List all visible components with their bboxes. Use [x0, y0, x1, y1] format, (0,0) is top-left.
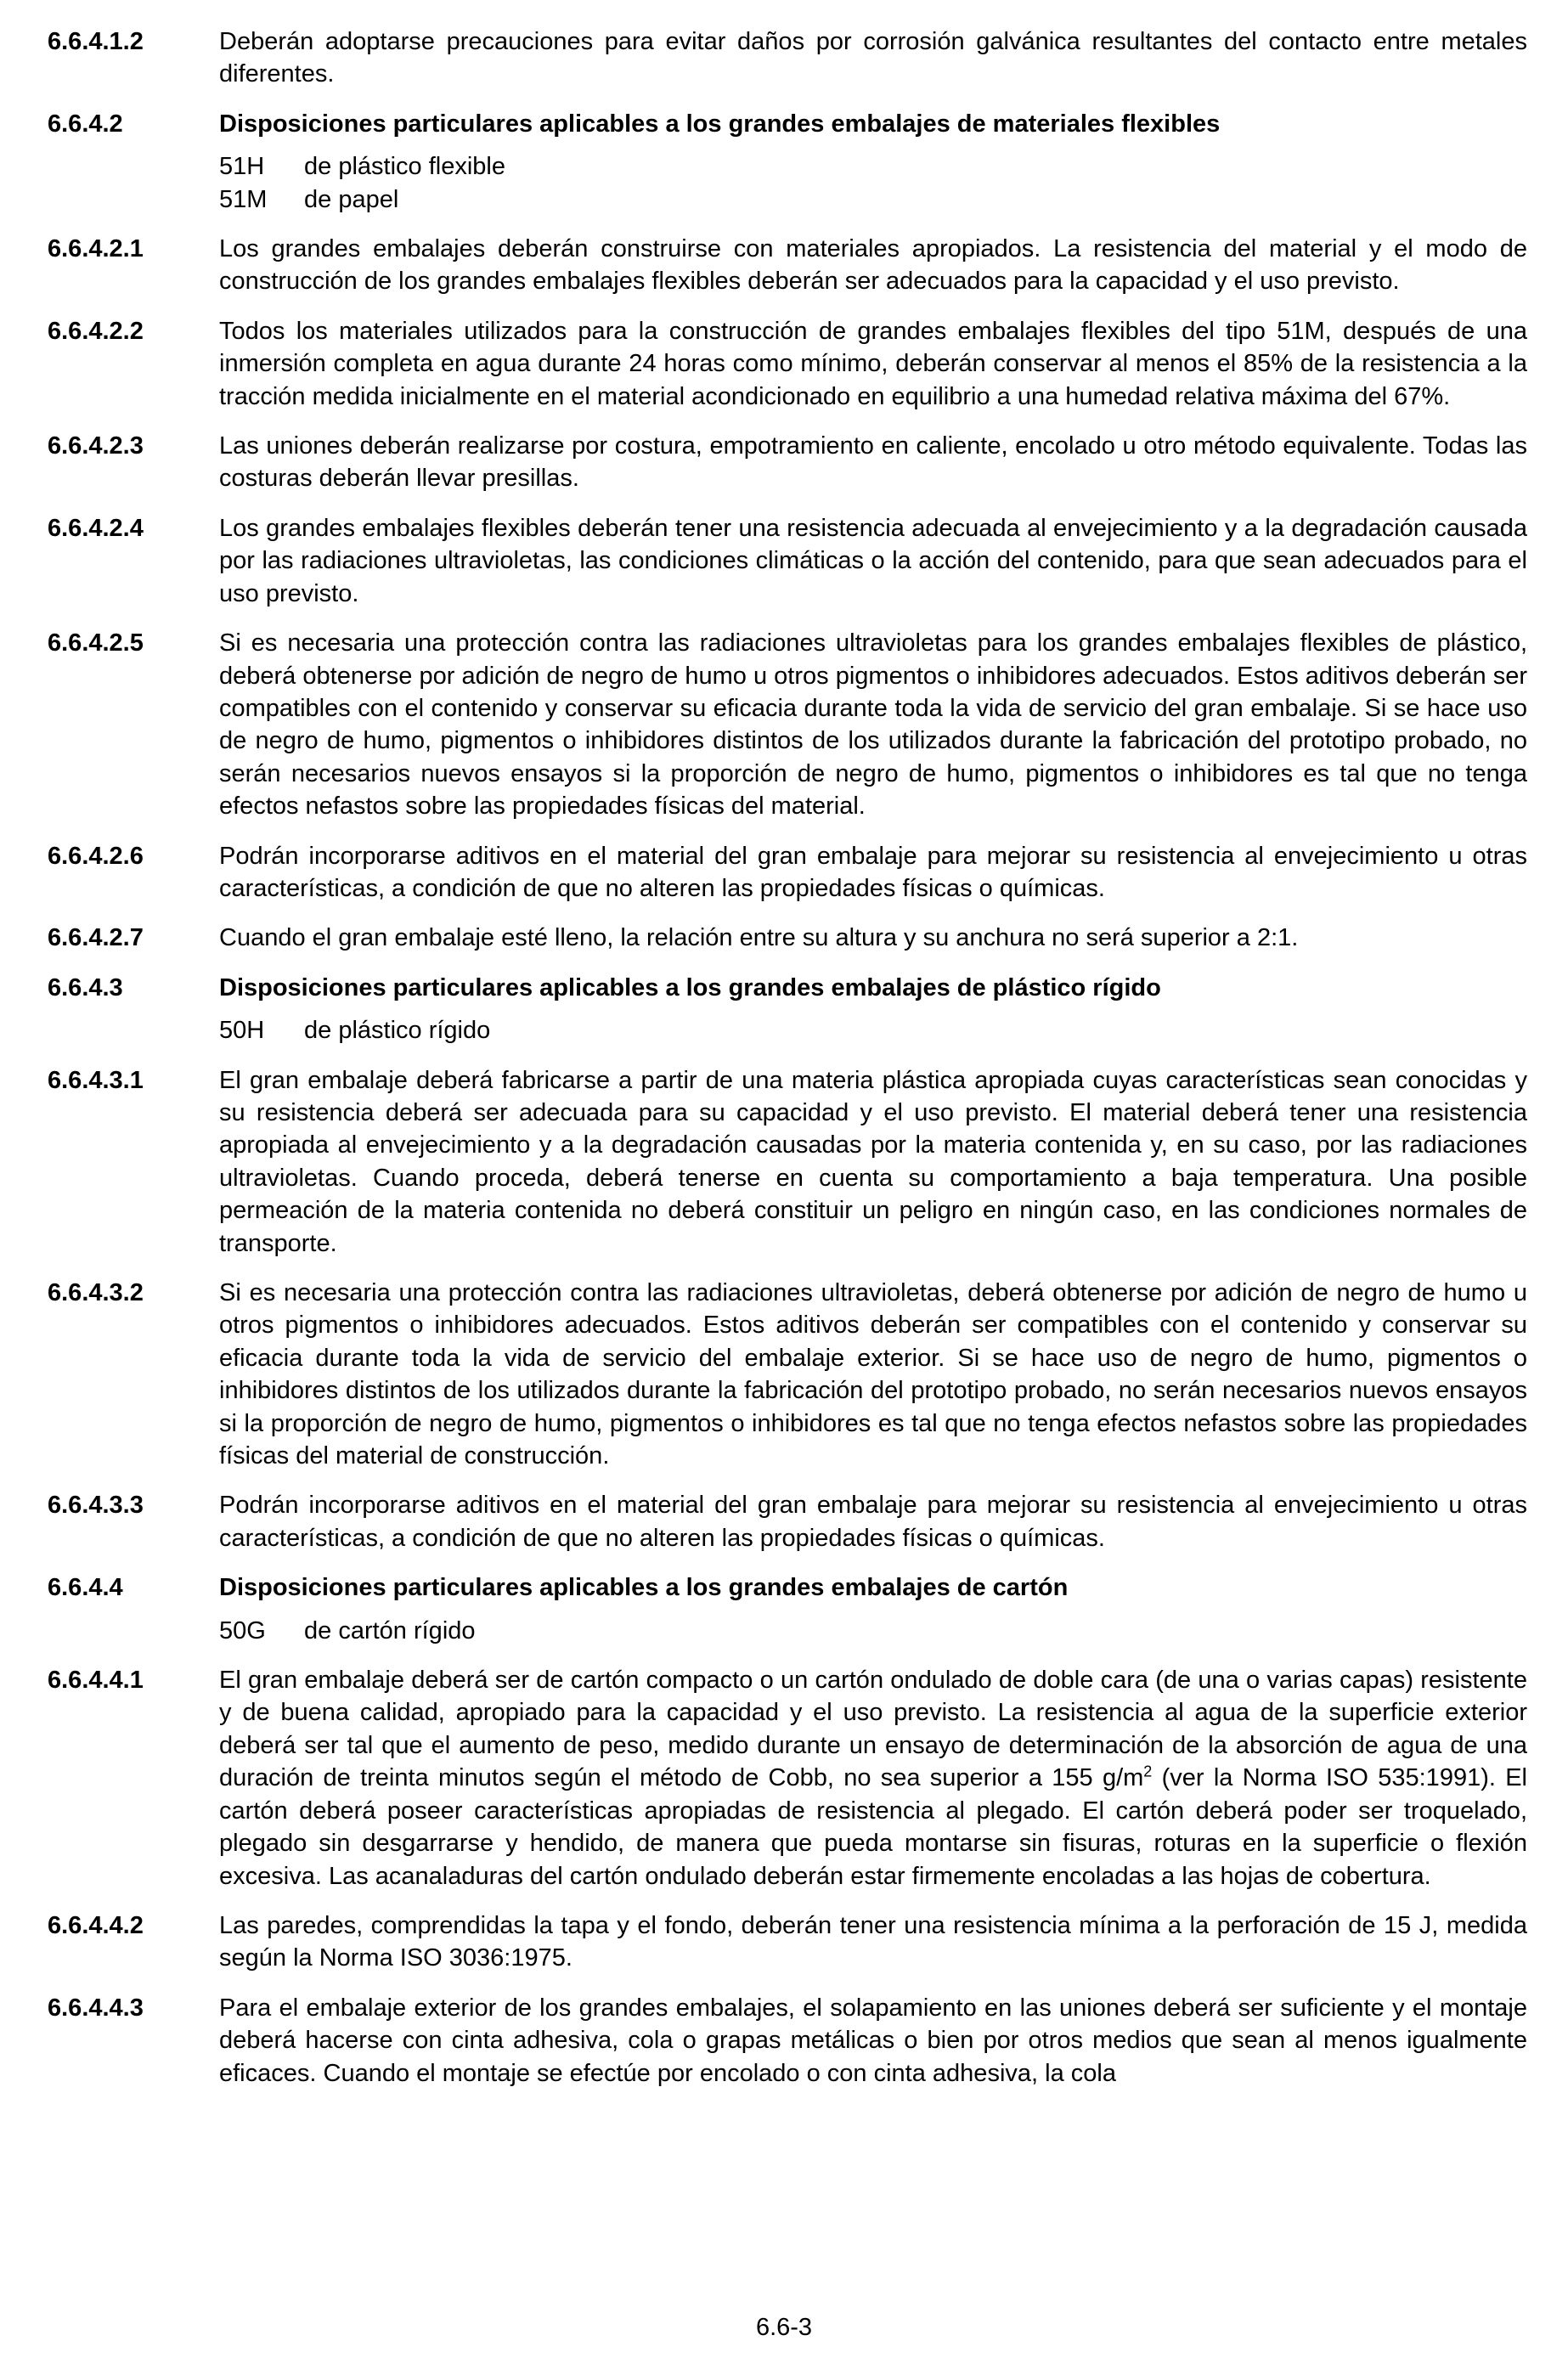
- section-number: 6.6.4.4.3: [48, 1994, 144, 2022]
- paragraph-6-6-4-2-5: [48, 627, 1527, 822]
- paragraph-text: Los grandes embalajes deberán construirse con materiales apropiados. La resistencia del material y el modo de construcción de los grandes embalajes flexibles deberán ser adecuados para la capacidad y el uso previsto.: [219, 235, 1527, 296]
- paragraph-text: El gran embalaje deberá fabricarse a partir de una materia plástica apropiada cuyas características sean conocidas y su resistencia deberá ser adecuada para su capacidad y el uso previsto. El material deberá tener una resistencia apropiada al envejecimiento y a la degradación causadas por la materia contenida y, en su caso, por las radiaciones ultravioletas. Cuando proceda, deberá tenerse en cuenta su comportamiento a baja temperatura. Una posible permeación de la materia contenida no deberá constituir un peligro en ningún caso, en las condiciones normales de transporte.: [219, 1066, 1527, 1257]
- paragraph-text: Para el embalaje exterior de los grandes embalajes, el solapamiento en las uniones deberá ser suficiente y el montaje deberá hacerse con cinta adhesiva, cola o grapas metálicas o bien por otros medios que sean al menos igualmente eficaces. Cuando el montaje se efectúe por encolado o con cinta adhesiva, la cola: [219, 1994, 1527, 2087]
- code-item: [219, 183, 1527, 216]
- code-item: [219, 150, 1527, 183]
- packaging-code-list: [219, 150, 1527, 216]
- paragraph-text: Cuando el gran embalaje esté lleno, la relación entre su altura y su anchura no será superior a 2:1.: [219, 924, 1299, 952]
- section-title: Disposiciones particulares aplicables a los grandes embalajes de plástico rígido: [219, 973, 1161, 1001]
- section-number: 6.6.4.2.5: [48, 629, 144, 657]
- paragraph-6-6-4-2-2: [48, 315, 1527, 413]
- code-description: de plástico rígido: [304, 1017, 491, 1045]
- paragraph-6-6-4-3-2: [48, 1277, 1527, 1472]
- packaging-code-list: [219, 1615, 1527, 1647]
- section-number: 6.6.4.2.6: [48, 842, 144, 870]
- paragraph-6-6-4-3-1: [48, 1064, 1527, 1260]
- paragraph-text: Podrán incorporarse aditivos en el material del gran embalaje para mejorar su resistencia al envejecimiento u otras características, a condición de que no alteren las propiedades físicas o químicas.: [219, 1492, 1527, 1552]
- paragraph-text: [219, 1664, 1527, 1893]
- paragraph-text: Los grandes embalajes flexibles deberán tener una resistencia adecuada al envejecimiento y a la degradación causada por las radiaciones ultravioletas, las condiciones climáticas o la acción del contenido, para que sean adecuados para el uso previsto.: [219, 514, 1527, 607]
- paragraph-6-6-4-2-6: [48, 840, 1527, 905]
- section-number: 6.6.4.3.1: [48, 1066, 144, 1094]
- code-description: de plástico flexible: [304, 153, 505, 181]
- section-heading-6-6-4-3: [48, 972, 1527, 1004]
- page-number: 6.6-3: [755, 2314, 813, 2341]
- section-number: 6.6.4.2.4: [48, 514, 144, 542]
- section-number: 6.6.4.2.3: [48, 432, 144, 460]
- section-number: 6.6.4.2.2: [48, 317, 144, 345]
- code-label: 50H: [219, 1017, 265, 1045]
- section-heading-6-6-4-2: [48, 108, 1527, 140]
- section-number: 6.6.4.2.7: [48, 924, 144, 952]
- paragraph-text: Las paredes, comprendidas la tapa y el fondo, deberán tener una resistencia mínima a la perforación de 15 J, medida según la Norma ISO 3036:1975.: [219, 1911, 1527, 1972]
- paragraph-6-6-4-3-3: [48, 1489, 1527, 1554]
- section-number: 6.6.4.4.1: [48, 1667, 144, 1695]
- paragraph-6-6-4-4-2: [48, 1910, 1527, 1975]
- paragraph-text: Si es necesaria una protección contra las radiaciones ultravioletas, deberá obtenerse por adición de negro de humo u otros pigmentos o inhibidores adecuados. Estos aditivos deberán ser compatibles con el contenido y conservar su eficacia durante toda la vida de servicio del embalaje exterior. Si se hace uso de negro de humo, pigmentos o inhibidores distintos de los utilizados durante la fabricación del prototipo probado, no serán necesarios nuevos ensayos si la proporción de negro de humo, pigmentos o inhibidores es tal que no tenga efectos nefastos sobre las propiedades físicas del material de construcción.: [219, 1279, 1527, 1470]
- section-title: Disposiciones particulares aplicables a los grandes embalajes de cartón: [219, 1574, 1069, 1602]
- code-label: 51H: [219, 153, 265, 181]
- paragraph-6-6-4-2-4: [48, 512, 1527, 610]
- paragraph-text: Deberán adoptarse precauciones para evitar daños por corrosión galvánica resultantes del contacto entre metales diferentes.: [219, 28, 1527, 88]
- paragraph-6-6-4-4-3: [48, 1992, 1527, 2090]
- paragraph-text-part: El gran embalaje deberá ser de cartón compacto o un cartón ondulado de doble cara (de una o varias capas) resistente y de buena calidad, apropiado para la capacidad y el uso previsto. La resistencia al agua de la superficie exterior deberá ser tal que el aumento de peso, medido durante un ensayo de determinación de la absorción de agua de una duración de treinta minutos según el método de Cobb, no sea superior a 155 g/m: [219, 1667, 1527, 1792]
- section-number: 6.6.4.1.2: [48, 28, 144, 55]
- packaging-code-list: [219, 1014, 1527, 1046]
- paragraph-6-6-4-2-3: [48, 430, 1527, 495]
- section-number: 6.6.4.3.2: [48, 1279, 144, 1306]
- paragraph-6-6-4-4-1: [48, 1664, 1527, 1893]
- section-heading-6-6-4-4: [48, 1571, 1527, 1604]
- section-number: 6.6.4.4.2: [48, 1911, 144, 1939]
- section-number: 6.6.4.3.3: [48, 1492, 144, 1520]
- paragraph-text: Podrán incorporarse aditivos en el material del gran embalaje para mejorar su resistencia al envejecimiento u otras características, a condición de que no alteren las propiedades físicas o químicas.: [219, 842, 1527, 902]
- paragraph-text: Todos los materiales utilizados para la construcción de grandes embalajes flexibles del tipo 51M, después de una inmersión completa en agua durante 24 horas como mínimo, deberán conservar al menos el 85% de la resistencia a la tracción medida inicialmente en el material acondicionado en equilibrio a una humedad relativa máxima del 67%.: [219, 317, 1527, 410]
- section-number: 6.6.4.2: [48, 110, 123, 138]
- paragraph-6-6-4-2-7: [48, 922, 1527, 954]
- paragraph-6-6-4-2-1: [48, 233, 1527, 298]
- paragraph-text: Si es necesaria una protección contra las radiaciones ultravioletas para los grandes embalajes flexibles de plástico, deberá obtenerse por adición de negro de humo u otros pigmentos o inhibidores adecuados. Estos aditivos deberán ser compatibles con el contenido y conservar su eficacia durante toda la vida de servicio del gran embalaje. Si se hace uso de negro de humo, pigmentos o inhibidores distintos de los utilizados durante la fabricación del prototipo probado, no serán necesarios nuevos ensayos si la proporción de negro de humo, pigmentos o inhibidores es tal que no tenga efectos nefastos sobre las propiedades físicas del material.: [219, 629, 1527, 821]
- code-item: [219, 1615, 1527, 1647]
- section-number: 6.6.4.3: [48, 973, 123, 1001]
- document-page: [48, 25, 1527, 2107]
- superscript: 2: [1143, 1763, 1153, 1780]
- code-description: de cartón rígido: [304, 1616, 476, 1644]
- code-item: [219, 1014, 1527, 1046]
- section-number: 6.6.4.4: [48, 1574, 123, 1602]
- section-number: 6.6.4.2.1: [48, 235, 144, 263]
- section-title: Disposiciones particulares aplicables a los grandes embalajes de materiales flexibles: [219, 110, 1221, 138]
- paragraph-text: Las uniones deberán realizarse por costura, empotramiento en caliente, encolado u otro método equivalente. Todas las costuras deberán llevar presillas.: [219, 432, 1527, 493]
- code-description: de papel: [304, 185, 399, 213]
- paragraph-6-6-4-1-2: [48, 25, 1527, 91]
- code-label: 50G: [219, 1616, 266, 1644]
- code-label: 51M: [219, 185, 268, 213]
- paragraph-text-part: (ver la Norma ISO 535:1991). El cartón deberá poseer características apropiadas de resistencia al plegado. El cartón deberá poder ser troquelado, plegado sin desgarrarse y hendido, de manera que pueda montarse sin fisuras, roturas en la superficie o flexión excesiva. Las acanaladuras del cartón ondulado deberán estar firmemente encoladas a las hojas de cobertura.: [219, 1764, 1527, 1890]
